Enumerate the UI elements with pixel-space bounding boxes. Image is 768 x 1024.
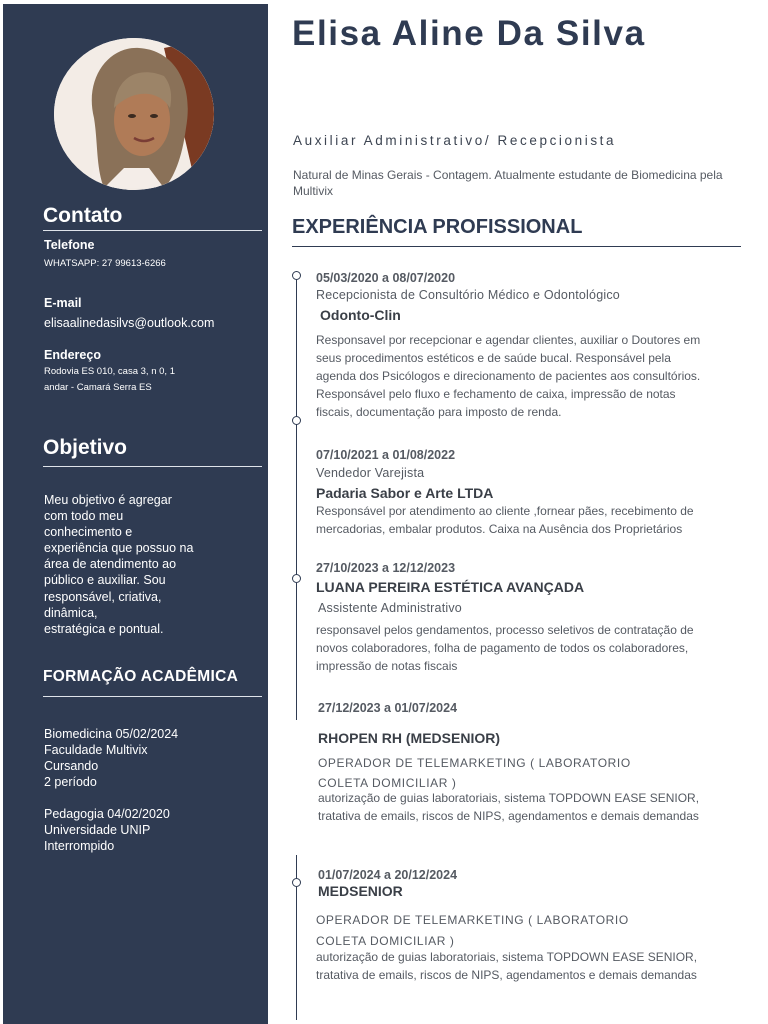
timeline-line xyxy=(296,424,297,579)
job-description: autorização de guias laboratoriais, sistema TOPDOWN EASE SENIOR, tratativa de emails, riscos de NIPS, agendamentos e demais demandas xyxy=(318,791,700,823)
phone-label: Telefone xyxy=(44,238,95,252)
job-title: Assistente Administrativo xyxy=(318,601,462,615)
timeline-dot xyxy=(292,878,301,887)
job-date: 27/10/2023 a 12/12/2023 xyxy=(316,561,456,575)
education-item: Pedagogia 04/02/2020 Universidade UNIP Interrompido xyxy=(44,807,170,853)
job-company: LUANA PEREIRA ESTÉTICA AVANÇADA xyxy=(316,579,585,595)
job-description: autorização de guias laboratoriais, sistema TOPDOWN EASE SENIOR, tratativa de emails, riscos de NIPS, agendamentos e demais demandas xyxy=(316,950,698,982)
job-description: Responsavel por recepcionar e agendar clientes, auxiliar o Doutores em seus procedimentos estéticos e de saúde bucal. Responsável pela agenda dos Psicólogos e direcionamento de pacientes aos consultórios. Responsável pelo fluxo e fechamento de caixa, impressão de notas fiscais, documentação para imposto de renda. xyxy=(316,333,701,419)
education-item: Biomedicina 05/02/2024 Faculdade Multivix Cursando 2 período xyxy=(44,727,179,789)
contact-rule xyxy=(43,230,262,231)
sidebar xyxy=(3,4,268,1024)
job-title: Vendedor Varejista xyxy=(316,466,425,480)
job-description: Responsável por atendimento ao cliente ,fornear pães, recebimento de mercadorias, embalar produtos. Caixa na Ausência dos Proprietários xyxy=(316,504,694,536)
timeline-line xyxy=(296,887,297,1020)
objective-text: Meu objetivo é agregar com todo meu conhecimento e experiência que possuo na área de atendimento ao público e auxiliar. Sou responsável, criativa, dinâmica, estratégica e pontual. xyxy=(44,493,194,636)
timeline-line xyxy=(296,583,297,720)
job-role: Auxiliar Administrativo/ Recepcionista xyxy=(293,133,617,148)
job-company: Odonto-Clin xyxy=(320,307,401,323)
timeline-line xyxy=(296,855,297,879)
phone-value: WHATSAPP: 27 99613-6266 xyxy=(44,258,166,269)
experience-heading: EXPERIÊNCIA PROFISSIONAL xyxy=(292,216,583,238)
email-value: elisaalinedasilvs@outlook.com xyxy=(44,316,215,330)
objective-heading: Objetivo xyxy=(43,436,128,459)
timeline-dot xyxy=(292,416,301,425)
contact-heading: Contato xyxy=(43,204,123,227)
summary: Natural de Minas Gerais - Contagem. Atualmente estudante de Biomedicina pela Multivix xyxy=(293,168,723,198)
address-line-1: Rodovia ES 010, casa 3, n 0, 1 xyxy=(44,366,175,377)
job-title: Recepcionista de Consultório Médico e Odontológico xyxy=(316,288,620,302)
address-line-2: andar - Camará Serra ES xyxy=(44,382,152,393)
timeline-dot xyxy=(292,271,301,280)
job-company: Padaria Sabor e Arte LTDA xyxy=(316,485,494,501)
timeline-line xyxy=(296,275,297,420)
job-date: 07/10/2021 a 01/08/2022 xyxy=(316,448,456,462)
full-name: Elisa Aline Da Silva xyxy=(292,14,646,53)
job-title: OPERADOR DE TELEMARKETING ( LABORATORIO COLETA DOMICILIAR ) xyxy=(318,756,631,790)
job-date: 05/03/2020 a 08/07/2020 xyxy=(316,271,456,285)
job-description: responsavel pelos gendamentos, processo seletivos de contratação de novos colaboradores, folha de pagamento de todos os colaboradores, impressão de notas fiscais xyxy=(316,623,694,673)
experience-rule xyxy=(292,246,741,247)
objective-rule xyxy=(43,466,262,467)
timeline-dot xyxy=(292,574,301,583)
profile-photo xyxy=(54,38,214,190)
job-date: 27/12/2023 a 01/07/2024 xyxy=(318,701,458,715)
education-rule xyxy=(43,696,262,697)
address-label: Endereço xyxy=(44,348,101,362)
job-company: RHOPEN RH (MEDSENIOR) xyxy=(318,730,501,746)
education-heading: FORMAÇÃO ACADÊMICA xyxy=(43,668,239,685)
job-company: MEDSENIOR xyxy=(318,883,403,899)
job-title: OPERADOR DE TELEMARKETING ( LABORATORIO COLETA DOMICILIAR ) xyxy=(316,913,629,948)
email-label: E-mail xyxy=(44,296,82,310)
job-date: 01/07/2024 a 20/12/2024 xyxy=(318,868,458,882)
